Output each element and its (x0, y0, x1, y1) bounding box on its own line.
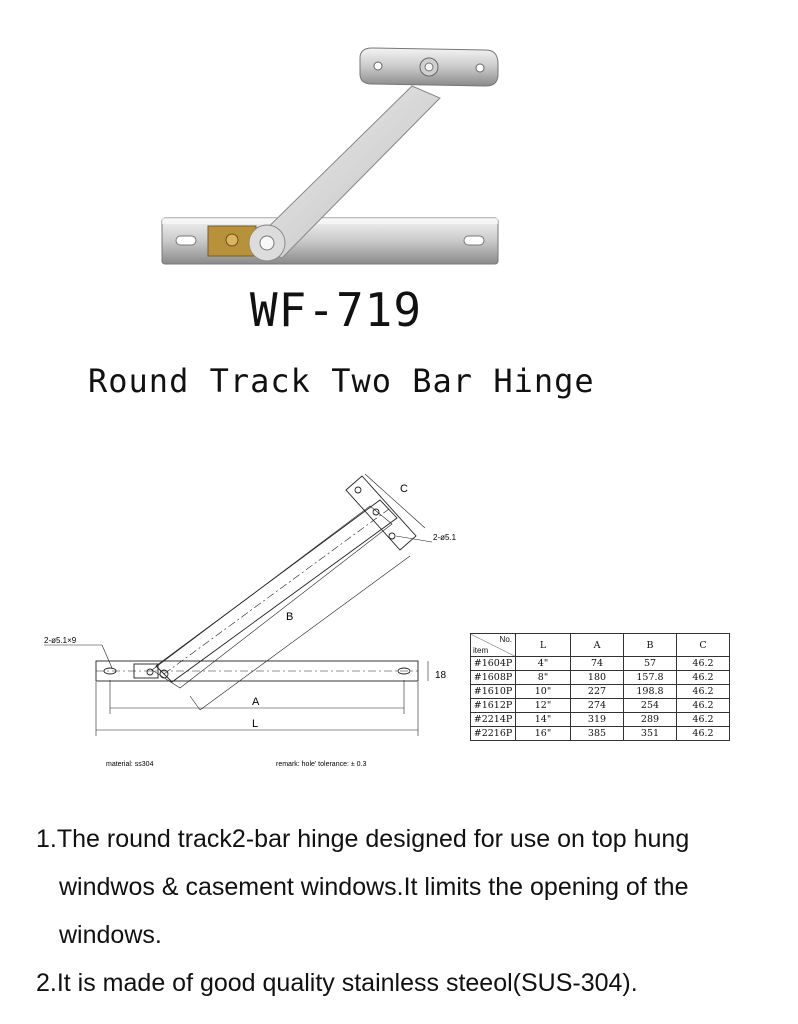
cell-c: 46.2 (677, 713, 730, 727)
table-row (471, 699, 730, 713)
material-note: material: ss304 (106, 761, 154, 768)
drawing-arm (156, 500, 397, 682)
product-description (36, 815, 776, 1007)
cell-a: 319 (571, 713, 624, 727)
cell-l: 10" (516, 685, 571, 699)
cell-no: #1608P (471, 671, 516, 685)
cell-a: 274 (571, 699, 624, 713)
cell-l: 12" (516, 699, 571, 713)
header-b: B (624, 634, 677, 657)
header-a: A (571, 634, 624, 657)
label-c: C (400, 483, 408, 495)
model-number: WF-719 (249, 283, 423, 337)
hinge-product-photo (150, 40, 510, 280)
cell-l: 16" (516, 727, 571, 741)
hole-left-label: 2-ø5.1×9 (44, 636, 77, 645)
label-b: B (286, 611, 294, 623)
cell-no: #1612P (471, 699, 516, 713)
cell-a: 227 (571, 685, 624, 699)
cell-c: 46.2 (677, 699, 730, 713)
cell-a: 385 (571, 727, 624, 741)
table-row (471, 657, 730, 671)
cell-c: 46.2 (677, 657, 730, 671)
header-l: L (516, 634, 571, 657)
cell-b: 198.8 (624, 685, 677, 699)
cell-c: 46.2 (677, 685, 730, 699)
description-line-1: 1.The round track2-bar hinge designed for use on top hung (36, 825, 690, 853)
cell-l: 4" (516, 657, 571, 671)
cell-no: #1610P (471, 685, 516, 699)
table-row (471, 727, 730, 741)
cell-c: 46.2 (677, 671, 730, 685)
label-a: A (252, 696, 260, 708)
cell-c: 46.2 (677, 727, 730, 741)
cell-b: 289 (624, 713, 677, 727)
table-row (471, 671, 730, 685)
cell-l: 8" (516, 671, 571, 685)
table-row (471, 713, 730, 727)
cell-no: #2214P (471, 713, 516, 727)
product-name: Round Track Two Bar Hinge (88, 362, 595, 400)
table-corner-cell: No. item (471, 634, 516, 657)
cell-b: 351 (624, 727, 677, 741)
cell-b: 57 (624, 657, 677, 671)
cell-b: 254 (624, 699, 677, 713)
description-line-2: 2.It is made of good quality stainless steeol(SUS-304). (36, 969, 638, 997)
cell-b: 157.8 (624, 671, 677, 685)
cell-l: 14" (516, 713, 571, 727)
spec-table (470, 633, 730, 741)
header-c: C (677, 634, 730, 657)
label-l: L (252, 718, 259, 730)
cell-a: 180 (571, 671, 624, 685)
cell-a: 74 (571, 657, 624, 671)
label-18: 18 (435, 670, 447, 681)
description-line-1-cont: windwos & casement windows.It limits the opening of the (59, 873, 689, 901)
description-line-1-end: windows. (59, 921, 162, 949)
table-row (471, 685, 730, 699)
remark-note: remark: hole' tolerance: ± 0.3 (276, 761, 367, 768)
cell-no: #1604P (471, 657, 516, 671)
hole-right-label: 2-ø5.1 (433, 533, 457, 542)
cell-no: #2216P (471, 727, 516, 741)
technical-drawing (40, 460, 460, 780)
table-header-row (471, 634, 730, 657)
